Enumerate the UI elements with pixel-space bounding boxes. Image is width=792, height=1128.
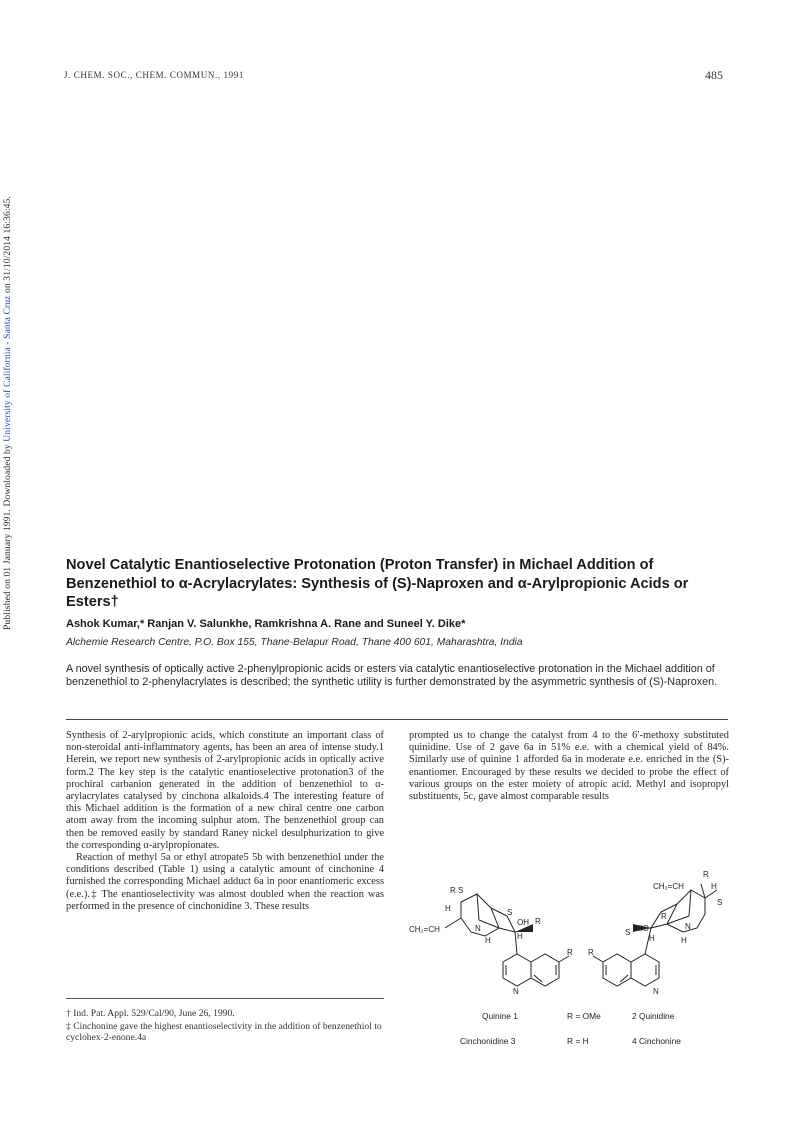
- article-title: Novel Catalytic Enantioselective Protonation (Proton Transfer) in Michael Addition of Benzenethiol to α-Acrylacrylates: Synthesis of (S)-Naproxen and α-Arylpropionic Acids or Esters†: [66, 557, 689, 610]
- footnote: ‡ Cinchonine gave the highest enantioselectivity in the addition of benzenethiol to cyclohex-2-enone.4a: [66, 1020, 382, 1043]
- vinyl-group-label: CH₂=CH: [409, 925, 440, 934]
- substituent-r-label: R: [588, 948, 594, 957]
- footnote: † Ind. Pat. Appl. 529/Cal/90, June 26, 1990.: [66, 1008, 235, 1019]
- caption-quinidine: 2 Quinidine: [632, 1011, 675, 1021]
- stereo-label: R S: [450, 886, 464, 895]
- cinchona-alkaloid-structures: [405, 870, 735, 1020]
- atom-label-h: H: [649, 934, 655, 943]
- atom-label-h: H: [711, 882, 717, 891]
- stereo-label: S: [717, 898, 723, 907]
- caption-cinchonidine: Cinchonidine 3: [460, 1036, 516, 1046]
- caption-quinine: Quinine 1: [482, 1011, 518, 1021]
- caption-r-ome: R = OMe: [567, 1011, 601, 1021]
- atom-label-h: H: [445, 904, 451, 913]
- footnotes: [66, 1008, 384, 1045]
- stereo-label: S: [507, 908, 513, 917]
- body-paragraph: Synthesis of 2-arylpropionic acids, which constitute an important class of non-steroidal anti-inflammatory agents, has been an area of intense study.1 Herein, we report new synthesis of 2-arylpropionic acids in optically active form.2 The key step is the catalytic enantioselective protonation3 of the prochiral carbanion generated in the addition of benzenethiol to α-arylacrylates catalysed by cinchona alkaloids.4 The interesting feature of this Michael addition is the formation of a new chiral centre one carbon atom away from the incoming sulphur atom. The benzenethiol group can then be removed easily by standard Raney nickel desulphurization to give the corresponding α-arylpropionates.: [66, 730, 384, 851]
- body-paragraph: prompted us to change the catalyst from 4 to the 6′-methoxy substituted quinidine. Use of 2 gave 6a in 51% e.e. with a chemical yield of 84%. Similarly use of quinine 1 afforded 6a in moderate e.e. enriched in the (S)-enantiomer. Encouraged by these results we decided to probe the effect of various groups on the ester moiety of atropic acid. Methyl and isopropyl substituents, 5c, gave almost comparable results: [409, 730, 729, 803]
- vinyl-group-label: CH₂=CH: [653, 882, 684, 891]
- caption-r-h: R = H: [567, 1036, 589, 1046]
- atom-label-h: H: [517, 932, 523, 941]
- section-divider: [66, 719, 728, 720]
- affiliation: Alchemie Research Centre, P.O. Box 155, Thane-Belapur Road, Thane 400 601, Maharashtra, India: [66, 637, 523, 648]
- stereo-label: S: [625, 928, 631, 937]
- substituent-r-label: R: [567, 948, 573, 957]
- stereo-label: R: [661, 912, 667, 921]
- download-watermark: [2, 196, 13, 630]
- atom-label-n: N: [653, 987, 659, 996]
- abstract: A novel synthesis of optically active 2-phenylpropionic acids or esters via catalytic enantioselective protonation in the Michael addition of benzenethiol to 2-phenylacrylates is described; the synthetic utility is further demonstrated by the asymmetric synthesis of (S)-Naproxen.: [66, 663, 718, 689]
- running-head: J. CHEM. SOC., CHEM. COMMUN., 1991: [64, 70, 244, 80]
- author-list: Ashok Kumar,* Ranjan V. Salunkhe, Ramkrishna A. Rane and Suneel Y. Dike*: [66, 618, 466, 630]
- atom-label-n: N: [685, 922, 691, 931]
- atom-label-ho: HO: [637, 924, 649, 933]
- watermark-suffix: on 31/10/2014 16:36:45.: [2, 196, 13, 296]
- body-column-right: [409, 730, 729, 803]
- caption-cinchonine: 4 Cinchonine: [632, 1036, 681, 1046]
- atom-label-n: N: [475, 924, 481, 933]
- footnote-divider: [66, 998, 384, 999]
- watermark-institution-link[interactable]: University of California - Santa Cruz: [2, 295, 13, 442]
- stereo-label: R: [535, 917, 541, 926]
- watermark-prefix: Published on 01 January 1991. Downloaded by: [2, 441, 13, 630]
- stereo-label: R: [703, 870, 709, 879]
- atom-label-h: H: [681, 936, 687, 945]
- atom-label-n: N: [513, 987, 519, 996]
- atom-label-oh: OH: [517, 918, 529, 927]
- atom-label-h: H: [485, 936, 491, 945]
- page-number: 485: [705, 68, 723, 82]
- body-paragraph: Reaction of methyl 5a or ethyl atropate5 5b with benzenethiol under the conditions described (Table 1) using a catalytic amount of cinchonine 4 furnished the corresponding Michael adduct 6a in poor enantiomeric excess (e.e.).‡ The enantioselectivity was almost doubled when the reaction was performed in the presence of cinchonidine 3. These results: [66, 852, 384, 912]
- body-column-left: [66, 730, 384, 913]
